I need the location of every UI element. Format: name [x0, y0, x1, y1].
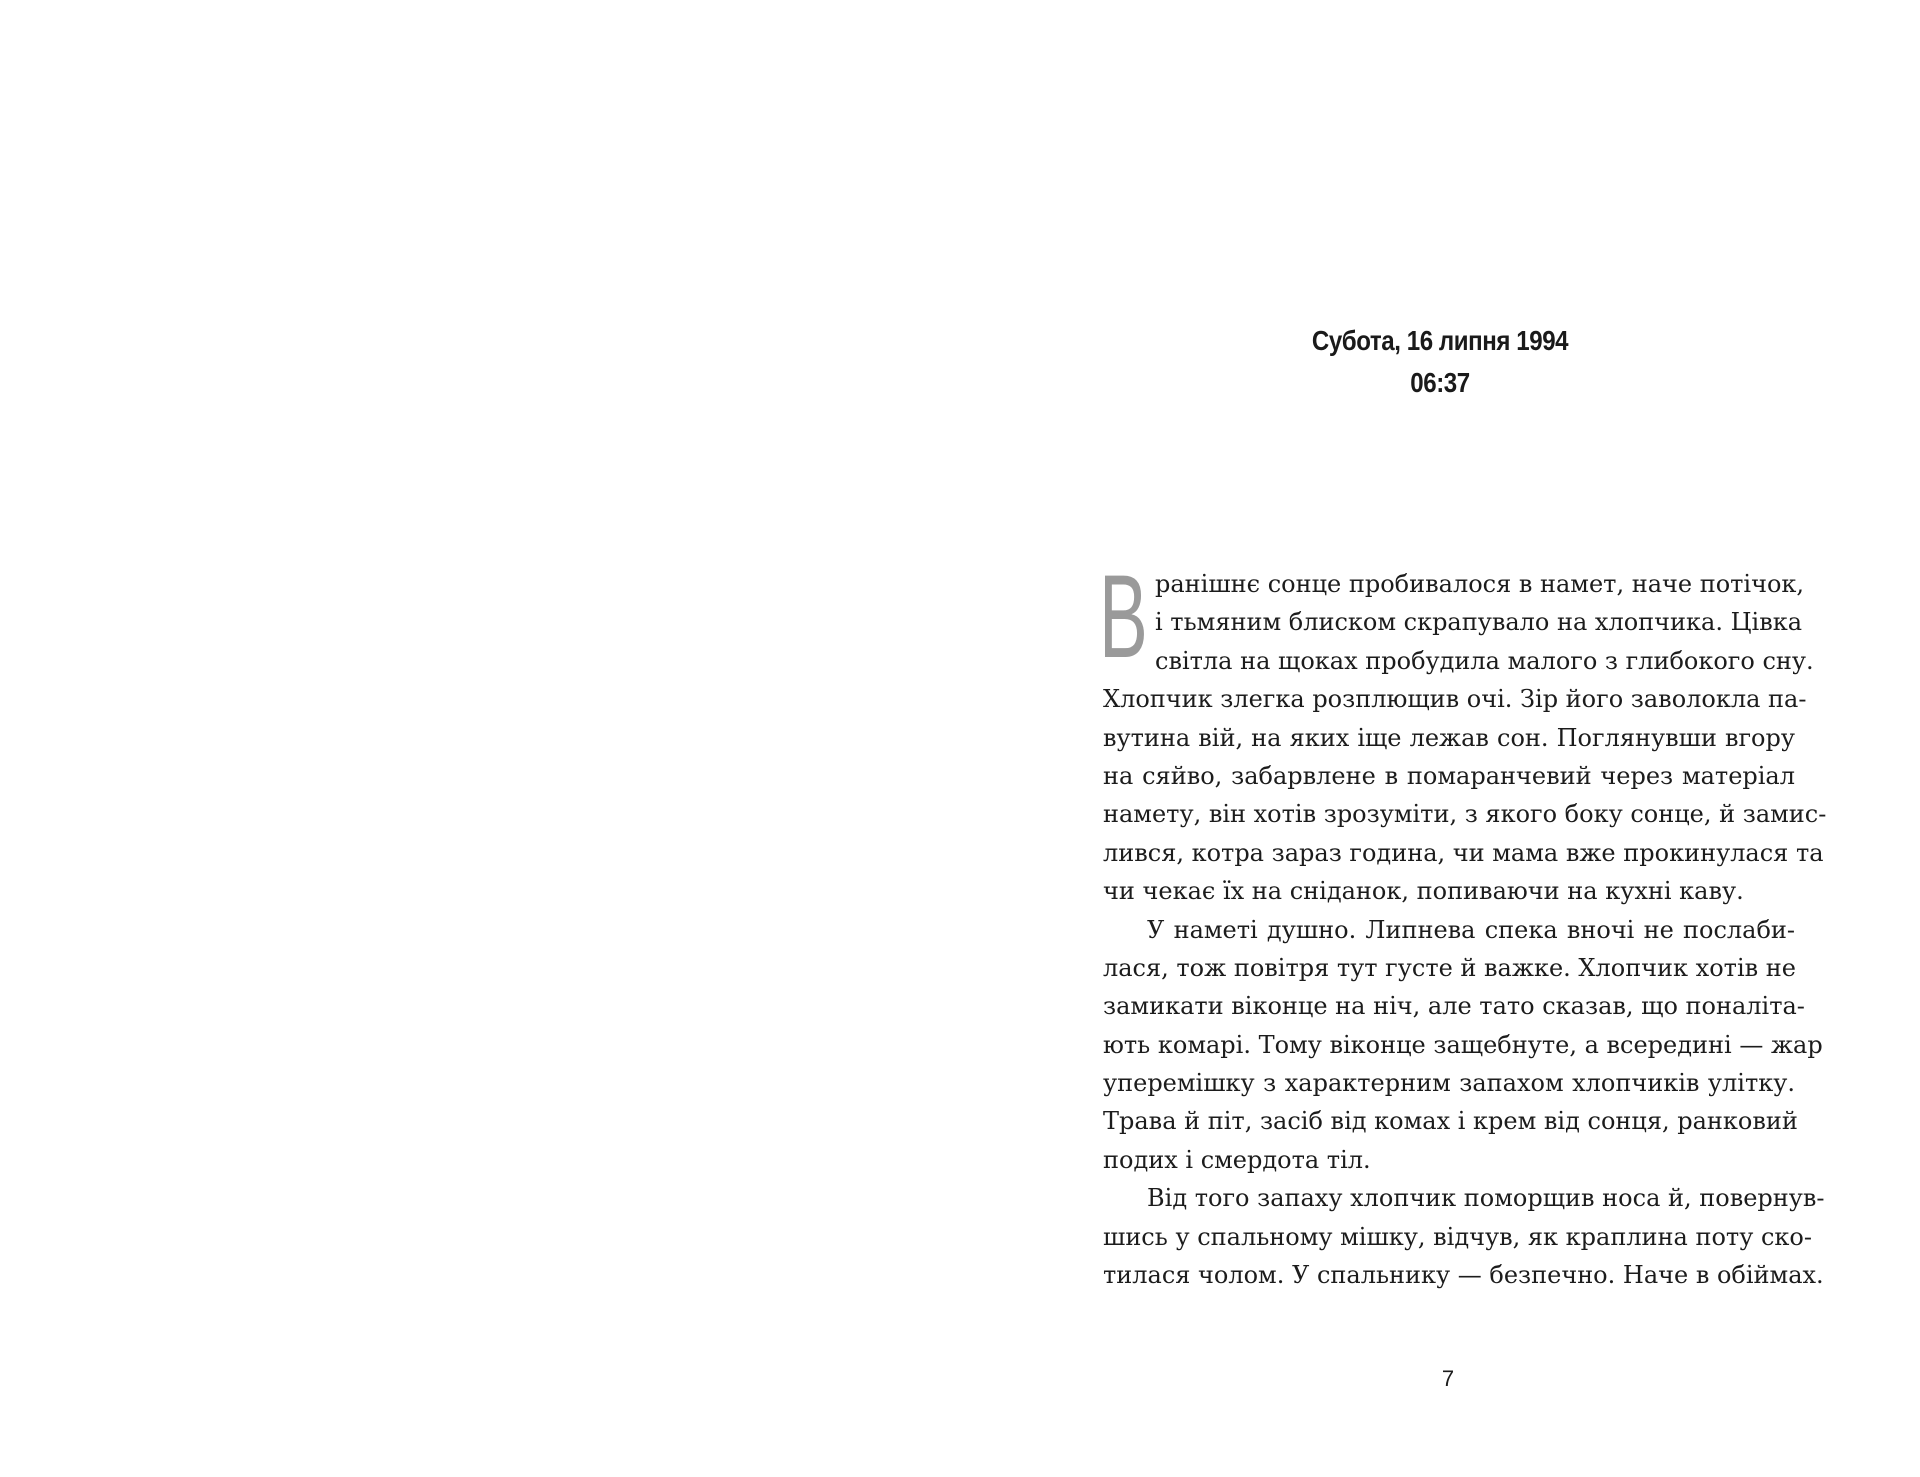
text-line: ранішнє сонце пробивалося в намет, наче потічок,: [1155, 570, 1805, 598]
page-number: 7: [1441, 1366, 1455, 1391]
chapter-date: Субота, 16 липня 1994: [1311, 325, 1569, 356]
text-line: уперемішку з характерним запахом хлопчиків улітку.: [1103, 1069, 1795, 1098]
text-line: тилася чолом. У спальнику — безпечно. Наче в обіймах.: [1103, 1261, 1824, 1290]
text-line: на сяйво, забарвлене в помаранчевий через матеріал: [1103, 761, 1795, 790]
text-line: і тьмяним блиском скрапувало на хлопчика. Цівка: [1155, 608, 1803, 637]
chapter-heading: [1113, 320, 1767, 404]
chapter-time: 06:37: [1410, 367, 1470, 398]
text-line: Хлопчик злегка розплющив очі. Зір його заволокла па-: [1103, 685, 1807, 714]
drop-cap-letter: В: [1099, 551, 1148, 683]
text-line: Від того запаху хлопчик поморщив носа й, повернув-: [1147, 1184, 1825, 1213]
text-line: У наметі душно. Липнева спека вночі не послаби-: [1147, 915, 1795, 944]
text-line: намету, він хотів зрозуміти, з якого боку сонце, й замис-: [1103, 800, 1827, 829]
text-line: вутина вій, на яких іще лежав сон. Поглянувши вгору: [1103, 723, 1795, 752]
text-line: лився, котра зараз година, чи мама вже прокинулася та: [1103, 838, 1824, 867]
text-line: Трава й піт, засіб від комах і крем від сонця, ранковий: [1103, 1107, 1798, 1136]
text-line: світла на щоках пробудила малого з глибокого сну.: [1155, 646, 1814, 675]
text-line: ють комарі. Тому віконце защебнуте, а всередині — жар: [1103, 1030, 1823, 1059]
body-text: [1099, 551, 1827, 1294]
text-line: шись у спальному мішку, відчув, як краплина поту ско-: [1103, 1222, 1812, 1251]
text-line: замикати віконце на ніч, але тато сказав, що поналіта-: [1103, 992, 1805, 1021]
text-line: чи чекає їх на сніданок, попиваючи на кухні каву.: [1103, 877, 1744, 906]
text-line: лася, тож повітря тут густе й важке. Хлопчик хотів не: [1103, 953, 1796, 982]
text-line: подих і смердота тіл.: [1103, 1145, 1371, 1174]
